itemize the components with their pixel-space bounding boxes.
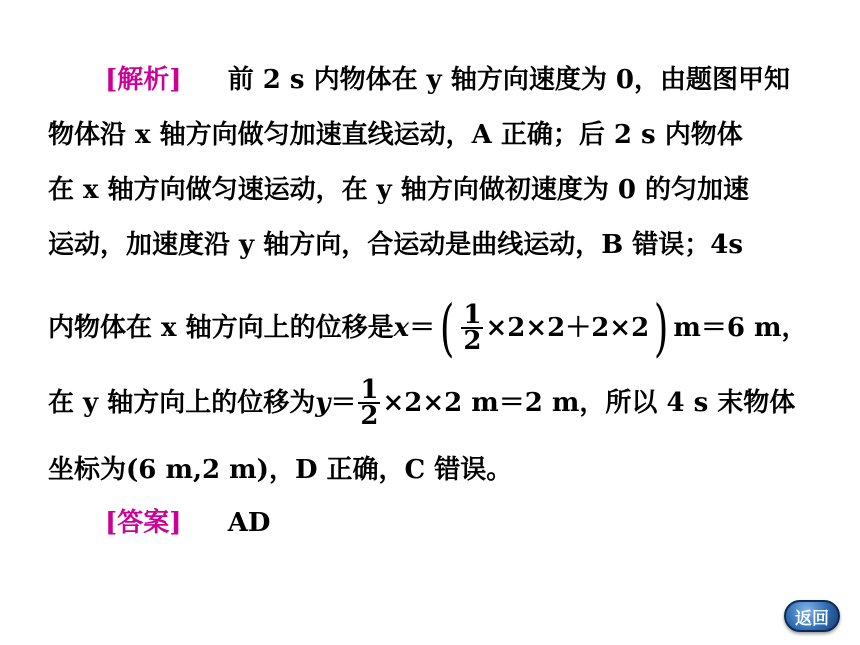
analysis-label: [解析] bbox=[105, 65, 182, 95]
answer-value: AD bbox=[227, 508, 271, 538]
answer-line bbox=[105, 506, 270, 540]
fraction-half-y bbox=[358, 375, 380, 431]
analysis-line-3 bbox=[48, 173, 749, 207]
displacement-y-result: ×2×2 m＝2 m，所以 4 s 末物体 bbox=[382, 388, 796, 418]
right-paren-icon: ) bbox=[654, 291, 669, 364]
displacement-y-var: y bbox=[315, 388, 331, 418]
analysis-line-6 bbox=[48, 375, 796, 431]
left-paren-icon: ( bbox=[439, 291, 455, 364]
equals-sign-y: ＝ bbox=[330, 388, 357, 418]
displacement-x-inner: ×2×2＋2×2 bbox=[485, 313, 650, 343]
equals-sign-x: ＝ bbox=[409, 313, 436, 343]
back-button[interactable]: 返回 bbox=[784, 600, 840, 632]
fraction-denominator: 2 bbox=[360, 401, 379, 431]
answer-label: [答案] bbox=[105, 508, 182, 538]
fraction-numerator: 1 bbox=[463, 300, 482, 330]
analysis-text-7: 坐标为(6 m,2 m)，D 正确，C 错误。 bbox=[48, 455, 513, 485]
fraction-half-x bbox=[461, 300, 483, 356]
analysis-text-1: 前 2 s 内物体在 y 轴方向速度为 0，由题图甲知 bbox=[227, 65, 790, 95]
analysis-line-4 bbox=[48, 228, 743, 262]
analysis-text-6-prefix: 在 y 轴方向上的位移为 bbox=[48, 388, 316, 418]
fraction-numerator: 1 bbox=[360, 375, 379, 405]
analysis-line-5 bbox=[48, 291, 808, 364]
analysis-text-4: 运动，加速度沿 y 轴方向，合运动是曲线运动，B 错误；4s bbox=[48, 230, 743, 260]
displacement-x-result: m＝6 m， bbox=[673, 313, 808, 343]
fraction-denominator: 2 bbox=[463, 326, 482, 356]
analysis-line-2 bbox=[48, 118, 743, 152]
displacement-x-var: x bbox=[393, 313, 410, 343]
analysis-text-2: 物体沿 x 轴方向做匀加速直线运动，A 正确；后 2 s 内物体 bbox=[48, 120, 743, 150]
analysis-text-5-prefix: 内物体在 x 轴方向上的位移是 bbox=[48, 313, 394, 343]
analysis-line-1 bbox=[105, 63, 790, 97]
analysis-line-7 bbox=[48, 453, 512, 487]
analysis-text-3: 在 x 轴方向做匀速运动，在 y 轴方向做初速度为 0 的匀加速 bbox=[48, 175, 750, 205]
